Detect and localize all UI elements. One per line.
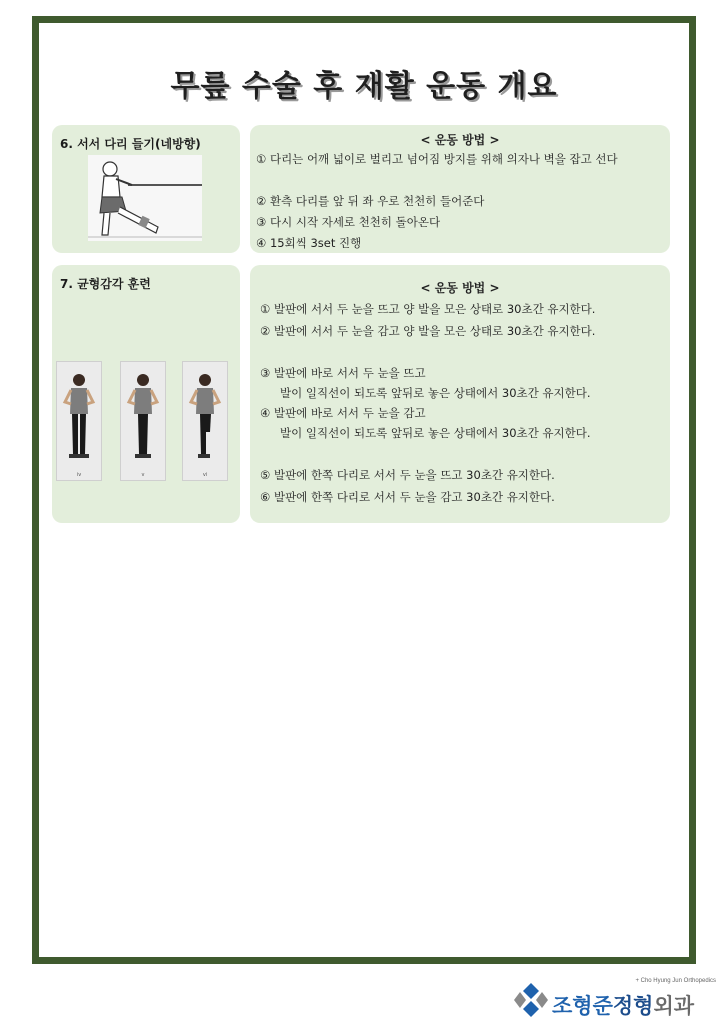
logo-subtitle: + Cho Hyung Jun Orthopedics [635,978,716,984]
section-7-label-card [52,265,240,523]
section-7-step-3-cont: 발이 일직선이 되도록 앞뒤로 놓은 상태에서 30초간 유지한다. [280,386,591,400]
section-6-step-2: ② 환측 다리를 앞 뒤 좌 우로 천천히 들어준다 [256,194,485,208]
balance-photo-1-caption: iv [76,472,82,478]
section-7-method-title: < 운동 방법 > [420,281,500,295]
section-7-step-2: ② 발판에 서서 두 눈을 감고 양 발을 모은 상태로 30초간 유지한다. [260,324,596,338]
logo-name-part2: 정형 [612,994,654,1018]
section-6-step-3: ③ 다시 시작 자세로 천천히 돌아온다 [256,215,441,229]
section-7-step-3: ③ 발판에 바로 서서 두 눈을 뜨고 [260,366,426,380]
section-7-step-5: ⑤ 발판에 한쪽 다리로 서서 두 눈을 뜨고 30초간 유지한다. [260,468,555,482]
section-6-label-card [52,125,240,253]
standing-leg-raise-illustration [88,155,202,241]
page-title: 무릎 수술 후 재활 운동 개요 [170,69,558,104]
section-6-method-title: < 운동 방법 > [420,133,500,147]
balance-photo-3-caption: vi [202,472,208,478]
logo-name [552,990,694,1020]
balance-photo-3 [182,361,228,481]
section-7-method-card [250,265,670,523]
section-6-method-card [250,125,670,253]
logo-name-part1: 조형준 [552,994,613,1018]
clinic-logo [512,976,718,1022]
section-6-label: 6. 서서 다리 들기(네방향) [60,137,201,151]
section-7-label: 7. 균형감각 훈련 [60,277,151,291]
section-7-step-4-cont: 발이 일직선이 되도록 앞뒤로 놓은 상태에서 30초간 유지한다. [280,426,591,440]
section-6-step-4: ④ 15회씩 3set 진행 [256,236,362,250]
section-7-step-6: ⑥ 발판에 한쪽 다리로 서서 두 눈을 감고 30초간 유지한다. [260,490,555,504]
section-7-step-1: ① 발판에 서서 두 눈을 뜨고 양 발을 모은 상태로 30초간 유지한다. [260,302,596,316]
page-frame [32,16,696,964]
section-7-step-4: ④ 발판에 바로 서서 두 눈을 감고 [260,406,426,420]
balance-photo-2-caption: v [141,472,145,478]
logo-mark-icon [512,980,550,1020]
balance-photo-2 [120,361,166,481]
logo-name-part3: 외과 [653,994,695,1018]
balance-photo-1 [56,361,102,481]
section-6-step-1: ① 다리는 어깨 넓이로 벌리고 넘어짐 방지를 위해 의자나 벽을 잡고 선다 [256,152,618,166]
